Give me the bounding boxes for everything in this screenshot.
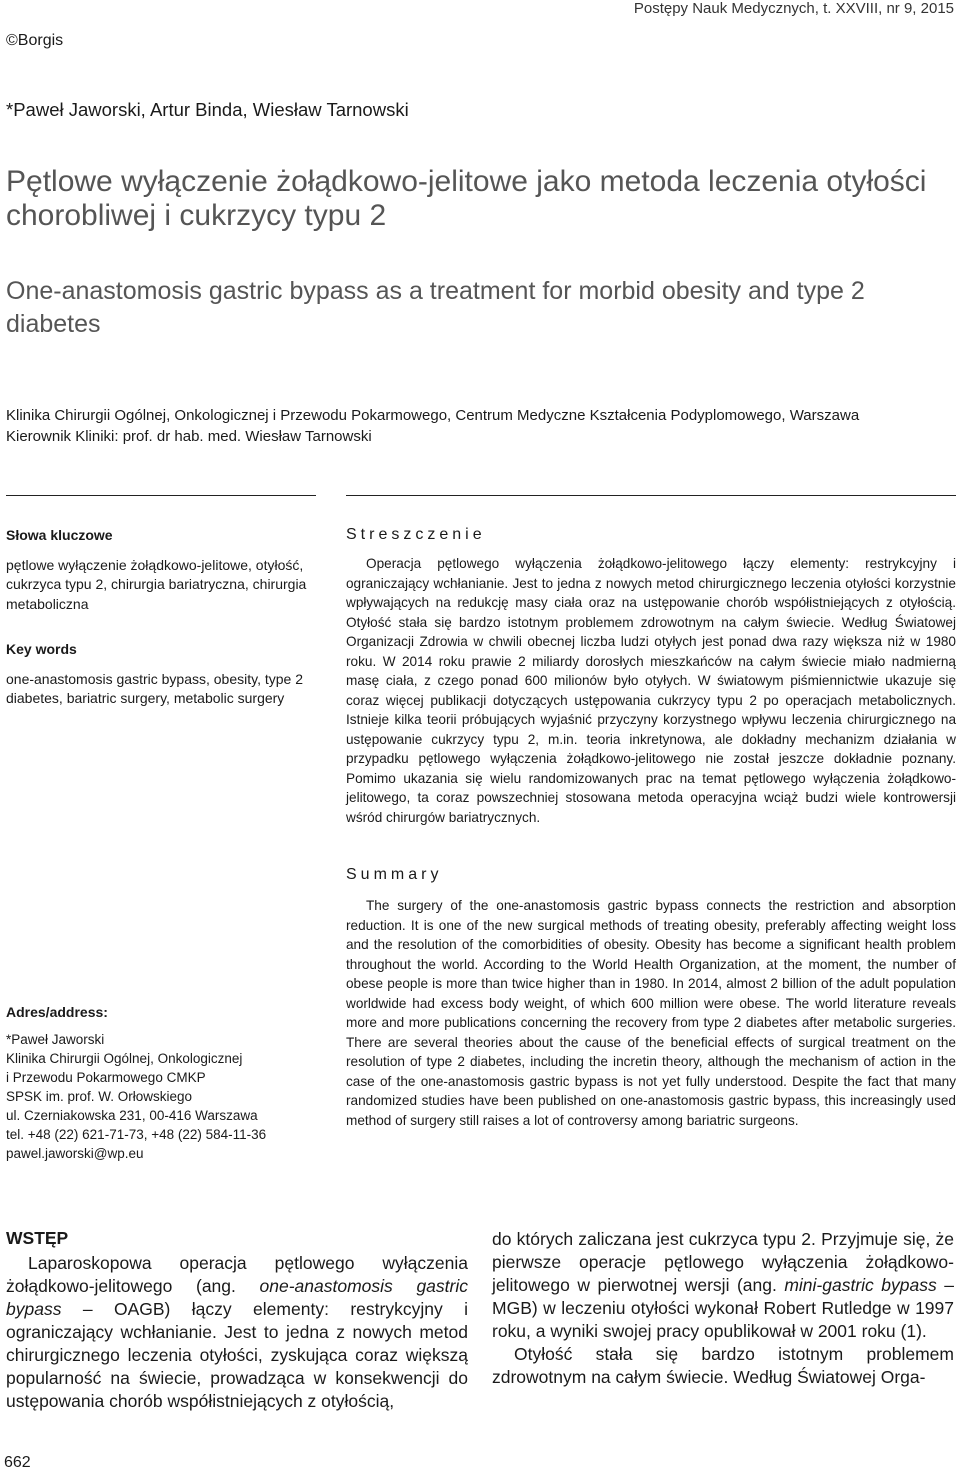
- correspondence-address: [6, 1003, 336, 1163]
- keywords-polish: [6, 526, 316, 614]
- journal-header: Postępy Nauk Medycznych, t. XXVIII, nr 9, 2015: [633, 0, 954, 17]
- page-number: 662: [4, 1454, 31, 1471]
- intro-text: – MGB) w leczeniu otyłości wykonał Robert Rutledge w 1997 roku, a wyniki swojej pracy opublikował w 2001 roku (1).: [492, 1275, 954, 1341]
- authors: *Paweł Jaworski, Artur Binda, Wiesław Tarnowski: [6, 99, 409, 120]
- intro-column-right: [492, 1228, 954, 1389]
- keywords-polish-heading: Słowa kluczowe: [6, 527, 113, 543]
- address-line: i Przewodu Pokarmowego CMKP: [6, 1070, 206, 1085]
- streszczenie-text: Operacja pętlowego wyłączenia żołądkowo-jelitowego łączy elementy: restrykcyjny i ograniczający wchłanianie. Jest to jedna z nowych metod chirurgicznego leczenia otyłości korzystnie wpływających na redukcję masy ciała oraz na ustępowanie chorób współistniejących z otyłością. Otyłość stała się bardzo istotnym problemem zdrowotnym na całym świecie. Według Światowej Organizacji Zdrowia w chwili obecnej liczba ludzi otyłych jest ponad dwa razy większa niż w 1980 roku. W 2014 roku prawie 2 miliardy dorosłych mieszkańców na całym świecie miało nadmierną masę ciała, z czego ponad 600 milionów było otyłych. W światowym piśmiennictwie ukazuje się coraz więcej publikacji dotyczących ustępowania cukrzycy typu 2 po operacjach metabolicznych. Istnieje kilka teorii próbujących wyjaśnić przyczyny korzystnego wpływu leczenia chirurgicznego na ustępowanie cukrzycy typu 2, m.in. teoria inkretynowa, ale dokładny mechanizm działania w przypadku pętlowego wyłączenia żołądkowo-jelitowego nie został jeszcze dokładnie poznany. Pomimo ukazania się wielu randomizowanych prac na temat pętlowego wyłączenia żołądkowo-jelitowego, ta coraz powszechniej stosowana metoda operacyjna wciąż budzi wiele kontrowersji wśród chirurgów bariatrycznych.: [346, 556, 956, 825]
- affiliation-head: Kierownik Kliniki: prof. dr hab. med. Wiesław Tarnowski: [6, 428, 372, 445]
- title-english: One-anastomosis gastric bypass as a treatment for morbid obesity and type 2 diabetes: [6, 277, 865, 338]
- summary-heading: Summary: [346, 866, 443, 883]
- intro-text: Laparoskopowa operacja pętlowego wyłączenia żołądkowo-jelitowego (ang.: [6, 1253, 468, 1296]
- address-line: tel. +48 (22) 621-71-73, +48 (22) 584-11-36: [6, 1127, 267, 1142]
- keywords-english: [6, 640, 316, 709]
- streszczenie-heading: Streszczenie: [346, 526, 486, 543]
- address-line: ul. Czerniakowska 231, 00-416 Warszawa: [6, 1108, 258, 1123]
- intro-term: mini-gastric bypass: [784, 1275, 937, 1295]
- keywords-english-heading: Key words: [6, 641, 77, 657]
- summary-text: The surgery of the one-anastomosis gastric bypass connects the restriction and absorption reduction. It is one of the new surgical methods of treating obesity, preferably affecting weight loss and the resolution of the comorbidities of obesity. Obesity has become a significant health problem throughout the world. According to the World Health Organization, at the moment, the number of obese people is more than twice higher than in 1980. In 2014, almost 2 billion of the adult population worldwide had excess body weight, of which 600 million were obese. The world literature reveals more and more publications concerning the recovery from type 2 diabetes after metabolic surgeries. There are several theories about the cause of the beneficial effects of surgical treatment on the resolution of type 2 diabetes, including the incretin theory, although the mechanism of action in the case of the one-anastomosis gastric bypass is not yet fully understood. Despite the fact that many randomized studies have been published on one-anastomosis gastric bypass, this increasingly used method of surgery still raises a lot of controversy among bariatric surgeons.: [346, 898, 956, 1128]
- intro-column-left: [6, 1252, 468, 1413]
- intro-paragraph: [6, 1252, 468, 1413]
- address-email: pawel.jaworski@wp.eu: [6, 1146, 144, 1161]
- intro-term: one-anastomosis gastric bypass: [6, 1276, 468, 1319]
- affiliation: [6, 405, 956, 447]
- keywords-english-text: one-anastomosis gastric bypass, obesity, type 2 diabetes, bariatric surgery, metabolic surgery: [6, 670, 304, 706]
- divider-left: [6, 495, 316, 496]
- title-polish: Pętlowe wyłączenie żołądkowo-jelitowe jako metoda leczenia otyłości chorobliwej i cukrzycy typu 2: [6, 165, 927, 232]
- address-line: Klinika Chirurgii Ogólnej, Onkologicznej: [6, 1051, 243, 1066]
- intro-text: – OAGB) łączy elementy: restrykcyjny i ograniczający wchłanianie. Jest to jedna z nowych metod chirurgicznego leczenia otyłości, zyskująca coraz większą popularność na świecie, prowadząca w konsekwencji do ustępowania chorób współistniejących z otyłością,: [6, 1299, 468, 1411]
- affiliation-institution: Klinika Chirurgii Ogólnej, Onkologicznej i Przewodu Pokarmowego, Centrum Medyczne Kształcenia Podyplomowego, Warszawa: [6, 407, 860, 424]
- intro-paragraph: [492, 1228, 954, 1343]
- publisher-mark: ©Borgis: [6, 32, 64, 49]
- keywords-polish-text: pętlowe wyłączenie żołądkowo-jelitowe, otyłość, cukrzyca typu 2, chirurgia bariatryczna, chirurgia metaboliczna: [6, 556, 307, 612]
- address-line: *Paweł Jaworski: [6, 1032, 105, 1047]
- intro-heading: WSTĘP: [6, 1228, 69, 1248]
- address-line: SPSK im. prof. W. Orłowskiego: [6, 1089, 193, 1104]
- divider-right: [346, 495, 956, 496]
- address-heading: Adres/address:: [6, 1004, 108, 1020]
- intro-paragraph: Otyłość stała się bardzo istotnym problemem zdrowotnym na całym świecie. Według Światowej Orga-: [492, 1344, 954, 1387]
- intro-text: do których zaliczana jest cukrzyca typu 2. Przyjmuje się, że pierwsze operacje pętlowego wyłączenia żołądkowo-jelitowego w pierwotnej wersji (ang.: [492, 1229, 954, 1295]
